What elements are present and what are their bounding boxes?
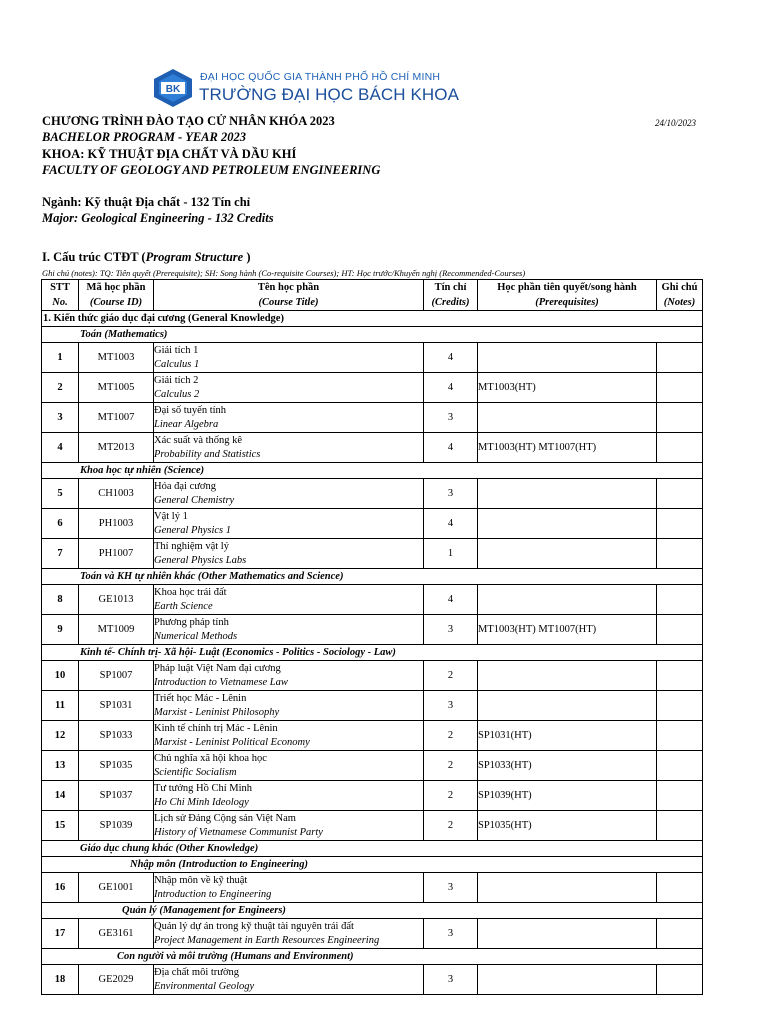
bk-logo-icon — [152, 68, 194, 108]
course-title-en: Ho Chi Minh Ideology — [154, 796, 249, 808]
course-title — [154, 661, 424, 691]
course-title-en: Scientific Socialism — [154, 766, 237, 778]
table-row — [42, 479, 703, 509]
course-number: 10 — [42, 661, 79, 691]
course-notes — [657, 751, 703, 781]
course-title — [154, 873, 424, 903]
course-title — [154, 585, 424, 615]
course-id: MT1009 — [79, 615, 154, 645]
course-title-vn: Giải tích 2 — [154, 374, 199, 386]
course-credits: 2 — [424, 751, 478, 781]
course-id: MT1003 — [79, 343, 154, 373]
table-row — [42, 721, 703, 751]
course-id: CH1003 — [79, 479, 154, 509]
course-title-en: Earth Science — [154, 600, 213, 612]
col-stt: STT No. — [42, 280, 79, 311]
course-credits: 4 — [424, 585, 478, 615]
group-heading-row — [42, 903, 703, 919]
section-heading-row — [42, 311, 703, 327]
course-id: PH1007 — [79, 539, 154, 569]
course-credits: 3 — [424, 403, 478, 433]
course-prerequisites: MT1003(HT) — [478, 373, 657, 403]
course-notes — [657, 373, 703, 403]
course-notes — [657, 721, 703, 751]
course-prerequisites — [478, 873, 657, 903]
course-prerequisites — [478, 509, 657, 539]
course-credits: 3 — [424, 615, 478, 645]
table-body — [42, 311, 703, 995]
course-id: GE1013 — [79, 585, 154, 615]
course-prerequisites — [478, 965, 657, 995]
course-prerequisites — [478, 661, 657, 691]
course-prerequisites — [478, 403, 657, 433]
course-notes — [657, 433, 703, 463]
course-id: SP1031 — [79, 691, 154, 721]
table-row — [42, 373, 703, 403]
group-heading-row — [42, 569, 703, 585]
abbreviation-notes: Ghi chú (notes): TQ: Tiên quyết (Prerequisite); SH: Song hành (Co-requisite Courses); HT: Học trước/Khuyến nghị (Recommended-Courses) — [42, 268, 526, 278]
course-title-vn: Triết học Mác - Lênin — [154, 692, 247, 704]
course-title — [154, 509, 424, 539]
course-notes — [657, 919, 703, 949]
course-number: 1 — [42, 343, 79, 373]
course-title-en: Environmental Geology — [154, 980, 255, 992]
group-heading-row — [42, 645, 703, 661]
course-credits: 1 — [424, 539, 478, 569]
course-prerequisites — [478, 585, 657, 615]
course-prerequisites — [478, 343, 657, 373]
course-credits: 3 — [424, 873, 478, 903]
course-number: 11 — [42, 691, 79, 721]
course-id: SP1007 — [79, 661, 154, 691]
course-title-vn: Kinh tế chính trị Mác - Lênin — [154, 722, 278, 734]
table-row — [42, 509, 703, 539]
structure-heading-en: Program Structure — [145, 250, 244, 264]
course-title-vn: Đại số tuyến tính — [154, 404, 227, 416]
course-number: 18 — [42, 965, 79, 995]
group-heading-row — [42, 857, 703, 873]
course-id: GE2029 — [79, 965, 154, 995]
group-heading: Nhập môn (Introduction to Engineering) — [42, 857, 703, 873]
course-title-vn: Quản lý dự án trong kỹ thuật tài nguyên trái đất — [154, 920, 354, 932]
table-row — [42, 919, 703, 949]
col-credits: Tín chỉ (Credits) — [424, 280, 478, 311]
group-heading-row — [42, 949, 703, 965]
group-heading-row — [42, 463, 703, 479]
course-title — [154, 751, 424, 781]
faculty-vn: KHOA: KỸ THUẬT ĐỊA CHẤT VÀ DẦU KHÍ — [42, 147, 297, 161]
logo-badge-text: BK — [165, 84, 181, 95]
course-number: 9 — [42, 615, 79, 645]
course-number: 8 — [42, 585, 79, 615]
course-prerequisites — [478, 919, 657, 949]
course-prerequisites — [478, 479, 657, 509]
course-title-en: General Physics Labs — [154, 554, 247, 566]
group-heading: Giáo dục chung khác (Other Knowledge) — [42, 841, 703, 857]
course-prerequisites: MT1003(HT) MT1007(HT) — [478, 615, 657, 645]
course-notes — [657, 585, 703, 615]
course-notes — [657, 691, 703, 721]
course-credits: 3 — [424, 919, 478, 949]
course-title — [154, 433, 424, 463]
course-title — [154, 919, 424, 949]
course-credits: 4 — [424, 509, 478, 539]
course-title-vn: Chủ nghĩa xã hội khoa học — [154, 752, 267, 764]
course-number: 3 — [42, 403, 79, 433]
table-row — [42, 403, 703, 433]
col-course-title: Tên học phần (Course Title) — [154, 280, 424, 311]
course-title — [154, 965, 424, 995]
group-heading-row — [42, 327, 703, 343]
course-title-vn: Xác suất và thống kê — [154, 434, 243, 446]
course-credits: 3 — [424, 965, 478, 995]
course-id: GE1001 — [79, 873, 154, 903]
course-title — [154, 343, 424, 373]
course-title — [154, 403, 424, 433]
col-prerequisites: Học phần tiên quyết/song hành (Prerequisites) — [478, 280, 657, 311]
course-number: 5 — [42, 479, 79, 509]
course-prerequisites: SP1039(HT) — [478, 781, 657, 811]
course-title-en: Project Management in Earth Resources Engineering — [154, 934, 380, 946]
course-id: PH1003 — [79, 509, 154, 539]
group-heading: Toán (Mathematics) — [42, 327, 703, 343]
course-number: 6 — [42, 509, 79, 539]
course-number: 14 — [42, 781, 79, 811]
course-id: MT1005 — [79, 373, 154, 403]
course-prerequisites: MT1003(HT) MT1007(HT) — [478, 433, 657, 463]
table-row — [42, 751, 703, 781]
course-title — [154, 539, 424, 569]
course-title-vn: Phương pháp tính — [154, 616, 229, 628]
course-credits: 2 — [424, 811, 478, 841]
course-title-vn: Địa chất môi trường — [154, 966, 240, 978]
course-id: MT1007 — [79, 403, 154, 433]
curriculum-table — [41, 279, 703, 995]
table-row — [42, 873, 703, 903]
course-number: 2 — [42, 373, 79, 403]
logo-university-name: TRƯỜNG ĐẠI HỌC BÁCH KHOA — [199, 85, 460, 104]
course-notes — [657, 661, 703, 691]
course-title-en: Introduction to Engineering — [154, 888, 272, 900]
course-title — [154, 691, 424, 721]
course-title-vn: Hóa đại cương — [154, 480, 216, 492]
course-notes — [657, 509, 703, 539]
course-number: 16 — [42, 873, 79, 903]
group-heading: Toán và KH tự nhiên khác (Other Mathematics and Science) — [42, 569, 703, 585]
course-prerequisites: SP1035(HT) — [478, 811, 657, 841]
course-title — [154, 811, 424, 841]
course-notes — [657, 781, 703, 811]
course-number: 12 — [42, 721, 79, 751]
course-prerequisites — [478, 539, 657, 569]
course-title — [154, 615, 424, 645]
structure-heading-vn: I. Cấu trúc CTĐT ( — [42, 250, 146, 264]
course-title — [154, 781, 424, 811]
course-id: SP1033 — [79, 721, 154, 751]
major-vn: Ngành: Kỹ thuật Địa chất - 132 Tín chỉ — [42, 195, 251, 209]
program-title-en: BACHELOR PROGRAM - YEAR 2023 — [42, 130, 246, 144]
course-id: SP1035 — [79, 751, 154, 781]
course-id: SP1039 — [79, 811, 154, 841]
course-credits: 4 — [424, 373, 478, 403]
document-date: 24/10/2023 — [655, 118, 697, 128]
table-row — [42, 615, 703, 645]
course-title — [154, 479, 424, 509]
major-en: Major: Geological Engineering - 132 Credits — [42, 211, 274, 225]
course-title-vn: Thí nghiệm vật lý — [154, 540, 229, 552]
col-notes: Ghi chú (Notes) — [657, 280, 703, 311]
table-row — [42, 585, 703, 615]
course-number: 7 — [42, 539, 79, 569]
course-title-vn: Pháp luật Việt Nam đại cương — [154, 662, 281, 674]
course-notes — [657, 965, 703, 995]
course-prerequisites: SP1031(HT) — [478, 721, 657, 751]
course-notes — [657, 539, 703, 569]
course-title-vn: Tư tưởng Hồ Chí Minh — [154, 782, 253, 794]
course-id: SP1037 — [79, 781, 154, 811]
course-title-en: General Physics 1 — [154, 524, 231, 536]
table-row — [42, 661, 703, 691]
group-heading: Quản lý (Management for Engineers) — [42, 903, 703, 919]
course-credits: 4 — [424, 433, 478, 463]
course-title-vn: Nhập môn về kỹ thuật — [154, 874, 248, 886]
course-title-en: Introduction to Vietnamese Law — [154, 676, 288, 688]
course-title-en: Numerical Methods — [154, 630, 238, 642]
course-title-en: General Chemistry — [154, 494, 235, 506]
program-title-vn: CHƯƠNG TRÌNH ĐÀO TẠO CỬ NHÂN KHÓA 2023 — [42, 114, 335, 128]
group-heading: 1. Kiến thức giáo dục đại cương (General Knowledge) — [42, 311, 703, 327]
group-heading-row — [42, 841, 703, 857]
course-number: 13 — [42, 751, 79, 781]
table-row — [42, 539, 703, 569]
university-logo — [152, 68, 460, 108]
table-row — [42, 811, 703, 841]
course-credits: 2 — [424, 781, 478, 811]
course-notes — [657, 343, 703, 373]
table-row — [42, 433, 703, 463]
course-credits: 4 — [424, 343, 478, 373]
table-header-row — [42, 280, 703, 311]
course-title-en: History of Vietnamese Communist Party — [154, 826, 323, 838]
course-title-vn: Khoa học trái đất — [154, 586, 227, 598]
course-id: GE3161 — [79, 919, 154, 949]
group-heading: Khoa học tự nhiên (Science) — [42, 463, 703, 479]
structure-heading-close: ) — [243, 250, 251, 264]
group-heading: Con người và môi trường (Humans and Environment) — [42, 949, 703, 965]
course-title-en: Calculus 1 — [154, 358, 200, 370]
course-credits: 3 — [424, 479, 478, 509]
table-row — [42, 781, 703, 811]
faculty-en: FACULTY OF GEOLOGY AND PETROLEUM ENGINEERING — [42, 163, 381, 177]
course-notes — [657, 403, 703, 433]
course-id: MT2013 — [79, 433, 154, 463]
course-credits: 3 — [424, 691, 478, 721]
structure-heading — [42, 250, 251, 265]
course-title-en: Probability and Statistics — [154, 448, 261, 460]
course-credits: 2 — [424, 721, 478, 751]
col-course-id: Mã học phần (Course ID) — [79, 280, 154, 311]
course-prerequisites — [478, 691, 657, 721]
table-row — [42, 343, 703, 373]
course-number: 15 — [42, 811, 79, 841]
course-number: 17 — [42, 919, 79, 949]
course-credits: 2 — [424, 661, 478, 691]
course-notes — [657, 811, 703, 841]
course-title-en: Calculus 2 — [154, 388, 200, 400]
course-title — [154, 373, 424, 403]
course-title-en: Linear Algebra — [154, 418, 219, 430]
course-title-vn: Vật lý 1 — [154, 510, 188, 522]
course-notes — [657, 615, 703, 645]
course-number: 4 — [42, 433, 79, 463]
course-title — [154, 721, 424, 751]
course-title-en: Marxist - Leninist Political Economy — [154, 736, 310, 748]
course-notes — [657, 873, 703, 903]
course-title-en: Marxist - Leninist Philosophy — [154, 706, 280, 718]
course-title-vn: Lịch sử Đảng Cộng sản Việt Nam — [154, 812, 296, 824]
table-row — [42, 691, 703, 721]
logo-national-university: ĐẠI HỌC QUỐC GIA THÀNH PHỐ HỒ CHÍ MINH — [200, 71, 441, 83]
course-notes — [657, 479, 703, 509]
course-title-vn: Giải tích 1 — [154, 344, 199, 356]
course-prerequisites: SP1033(HT) — [478, 751, 657, 781]
table-row — [42, 965, 703, 995]
group-heading: Kinh tế- Chính trị- Xã hội- Luật (Economics - Politics - Sociology - Law) — [42, 645, 703, 661]
